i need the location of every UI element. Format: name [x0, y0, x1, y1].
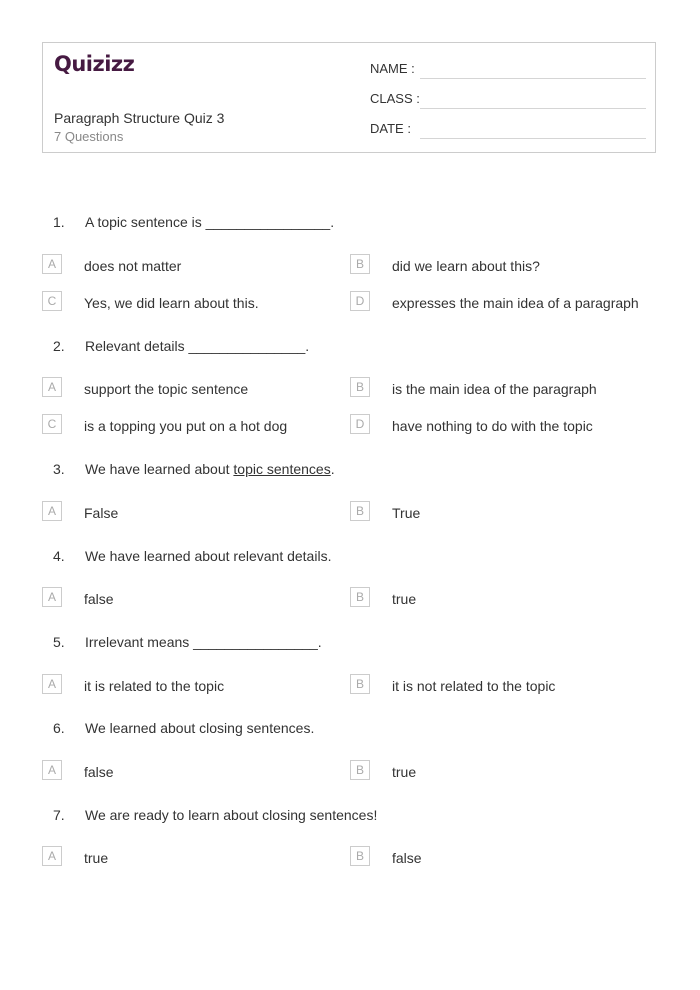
question-text: A topic sentence is ________________.: [85, 214, 335, 230]
question-number: 2.: [53, 338, 65, 354]
question-text: We are ready to learn about closing sentences!: [85, 807, 378, 823]
question-text: Irrelevant means ________________.: [85, 634, 322, 650]
option-text: it is related to the topic: [84, 678, 225, 694]
option-letter-box: B: [350, 674, 370, 694]
option-letter-box: A: [42, 377, 62, 397]
date-field: [370, 121, 411, 136]
question-text: [85, 461, 335, 477]
question-number: 4.: [53, 548, 65, 564]
option-letter-box: B: [350, 254, 370, 274]
worksheet-header: [42, 42, 656, 153]
question-text-underlined: topic sentences: [233, 461, 331, 477]
question-number: 5.: [53, 634, 65, 650]
question-number: 3.: [53, 461, 65, 477]
option-letter-box: A: [42, 254, 62, 274]
option-letter-box: A: [42, 846, 62, 866]
option-text: have nothing to do with the topic: [392, 418, 593, 434]
question-number: 6.: [53, 720, 65, 736]
date-line: [420, 138, 646, 139]
option-letter-box: A: [42, 674, 62, 694]
option-letter-box: A: [42, 760, 62, 780]
question-text-after: .: [330, 461, 335, 477]
option-text: it is not related to the topic: [392, 678, 556, 694]
name-field: [370, 61, 415, 76]
name-line: [420, 78, 646, 79]
name-label: NAME :: [370, 61, 415, 76]
option-letter-box: B: [350, 760, 370, 780]
question-text: We learned about closing sentences.: [85, 720, 315, 736]
option-text: true: [392, 591, 417, 607]
option-letter-box: B: [350, 377, 370, 397]
question-count: 7 Questions: [54, 129, 124, 144]
option-letter-box: D: [350, 291, 370, 311]
option-letter-box: A: [42, 501, 62, 521]
option-text: false: [392, 850, 422, 866]
option-text: false: [84, 764, 114, 780]
option-text: is a topping you put on a hot dog: [84, 418, 288, 434]
date-label: DATE :: [370, 121, 411, 136]
option-letter-box: A: [42, 587, 62, 607]
quiz-title: Paragraph Structure Quiz 3: [54, 110, 225, 126]
option-text: does not matter: [84, 258, 182, 274]
option-text: is the main idea of the paragraph: [392, 381, 597, 397]
option-letter-box: B: [350, 587, 370, 607]
option-text: support the topic sentence: [84, 381, 249, 397]
option-text: Yes, we did learn about this.: [84, 295, 259, 311]
option-text: False: [84, 505, 119, 521]
quizizz-logo: Quizizz: [54, 52, 135, 76]
option-letter-box: C: [42, 414, 62, 434]
option-text: did we learn about this?: [392, 258, 540, 274]
question-text: We have learned about relevant details.: [85, 548, 332, 564]
class-field: [370, 91, 420, 106]
option-letter-box: B: [350, 846, 370, 866]
question-number: 7.: [53, 807, 65, 823]
option-letter-box: D: [350, 414, 370, 434]
option-text: True: [392, 505, 421, 521]
question-text-before: We have learned about: [85, 461, 234, 477]
option-text: true: [84, 850, 109, 866]
class-line: [420, 108, 646, 109]
question-number: 1.: [53, 214, 65, 230]
option-letter-box: B: [350, 501, 370, 521]
option-text: false: [84, 591, 114, 607]
class-label: CLASS :: [370, 91, 420, 106]
option-letter-box: C: [42, 291, 62, 311]
option-text: true: [392, 764, 417, 780]
question-text: Relevant details _______________.: [85, 338, 310, 354]
option-text: expresses the main idea of a paragraph: [392, 295, 639, 311]
